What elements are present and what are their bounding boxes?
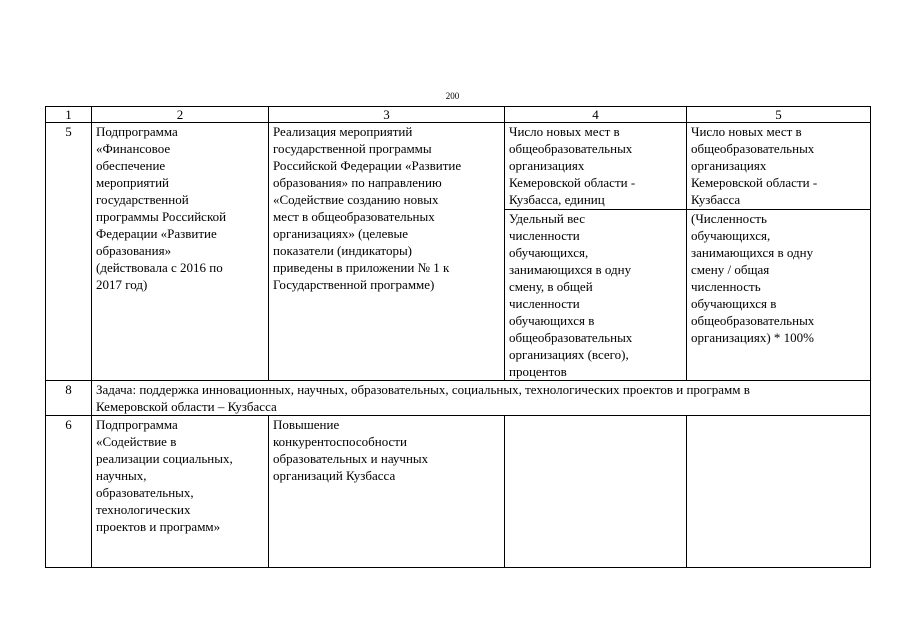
- text-line: Подпрограмма: [96, 417, 178, 432]
- text-line: научных,: [96, 468, 147, 483]
- text-line: приведены в приложении № 1 к: [273, 260, 450, 275]
- subprogram-cell: [92, 416, 269, 568]
- header-cell: 2: [92, 107, 269, 123]
- text-line: общеобразовательных: [691, 141, 815, 156]
- text-line: «Содействие в: [96, 434, 177, 449]
- text-line: образовательных и научных: [273, 451, 429, 466]
- text-line: смену / общая: [691, 262, 770, 277]
- header-cell: 4: [505, 107, 687, 123]
- task-cell: [92, 381, 871, 416]
- text-line: Задача: поддержка инновационных, научных, образовательных, социальных, технологических проектов и программ в: [96, 382, 750, 397]
- text-line: «Содействие созданию новых: [273, 192, 439, 207]
- table-row: [46, 381, 871, 416]
- text-line: показатели (индикаторы): [273, 243, 413, 258]
- text-line: общеобразовательных: [691, 313, 815, 328]
- text-line: общеобразовательных: [509, 330, 633, 345]
- text-line: государственной программы: [273, 141, 432, 156]
- text-line: 2017 год): [96, 277, 148, 292]
- row-number: 5: [46, 123, 92, 381]
- table-row: [46, 123, 871, 210]
- indicator-cell: [505, 123, 687, 210]
- text-line: общеобразовательных: [509, 141, 633, 156]
- text-line: Российской Федерации «Развитие: [273, 158, 462, 173]
- header-cell: 5: [687, 107, 871, 123]
- indicator-cell: [505, 416, 687, 568]
- text-line: организациях» (целевые: [273, 226, 409, 241]
- text-line: занимающихся в одну: [691, 245, 814, 260]
- text-line: смену, в общей: [509, 279, 593, 294]
- text-line: обучающихся в: [509, 313, 595, 328]
- measures-cell: [269, 416, 505, 568]
- text-line: образования»: [96, 243, 172, 258]
- text-line: обучающихся в: [691, 296, 777, 311]
- text-line: Подпрограмма: [96, 124, 178, 139]
- text-line: организациях) * 100%: [691, 330, 814, 345]
- subprogram-cell: [92, 123, 269, 381]
- text-line: численность: [691, 279, 761, 294]
- text-line: процентов: [509, 364, 567, 379]
- text-line: организациях: [691, 158, 767, 173]
- row-number: 8: [46, 381, 92, 416]
- text-line: (Численность: [691, 211, 767, 226]
- text-line: обучающихся,: [691, 228, 771, 243]
- text-line: Кемеровской области -: [509, 175, 636, 190]
- text-line: Повышение: [273, 417, 340, 432]
- text-line: конкурентоспособности: [273, 434, 407, 449]
- formula-cell: [687, 123, 871, 210]
- text-line: мест в общеобразовательных: [273, 209, 435, 224]
- text-line: Кемеровской области -: [691, 175, 818, 190]
- text-line: программы Российской: [96, 209, 227, 224]
- text-line: образовательных,: [96, 485, 194, 500]
- text-line: реализации социальных,: [96, 451, 233, 466]
- row-number: 6: [46, 416, 92, 568]
- formula-cell: [687, 210, 871, 381]
- text-line: организациях: [509, 158, 585, 173]
- text-line: Федерации «Развитие: [96, 226, 217, 241]
- text-line: Число новых мест в: [509, 124, 620, 139]
- indicator-table: [45, 106, 871, 568]
- text-line: Кузбасса: [691, 192, 741, 207]
- table-row: [46, 416, 871, 568]
- text-line: Число новых мест в: [691, 124, 802, 139]
- table-header-row: [46, 107, 871, 123]
- text-line: численности: [509, 228, 580, 243]
- page-number: 200: [445, 91, 460, 101]
- text-line: численности: [509, 296, 580, 311]
- text-line: государственной: [96, 192, 189, 207]
- text-line: Государственной программе): [273, 277, 435, 292]
- text-line: организаций Кузбасса: [273, 468, 396, 483]
- text-line: проектов и программ»: [96, 519, 221, 534]
- text-line: технологических: [96, 502, 191, 517]
- text-line: обеспечение: [96, 158, 166, 173]
- text-line: обучающихся,: [509, 245, 589, 260]
- text-line: занимающихся в одну: [509, 262, 632, 277]
- text-line: «Финансовое: [96, 141, 171, 156]
- text-line: образования» по направлению: [273, 175, 442, 190]
- text-line: мероприятий: [96, 175, 169, 190]
- measures-cell: [269, 123, 505, 381]
- text-line: Кузбасса, единиц: [509, 192, 605, 207]
- text-line: Кемеровской области – Кузбасса: [96, 399, 277, 414]
- formula-cell: [687, 416, 871, 568]
- header-cell: 3: [269, 107, 505, 123]
- text-line: Удельный вес: [509, 211, 586, 226]
- text-line: организациях (всего),: [509, 347, 629, 362]
- text-line: (действовала с 2016 по: [96, 260, 223, 275]
- text-line: Реализация мероприятий: [273, 124, 413, 139]
- header-cell: 1: [46, 107, 92, 123]
- indicator-cell: [505, 210, 687, 381]
